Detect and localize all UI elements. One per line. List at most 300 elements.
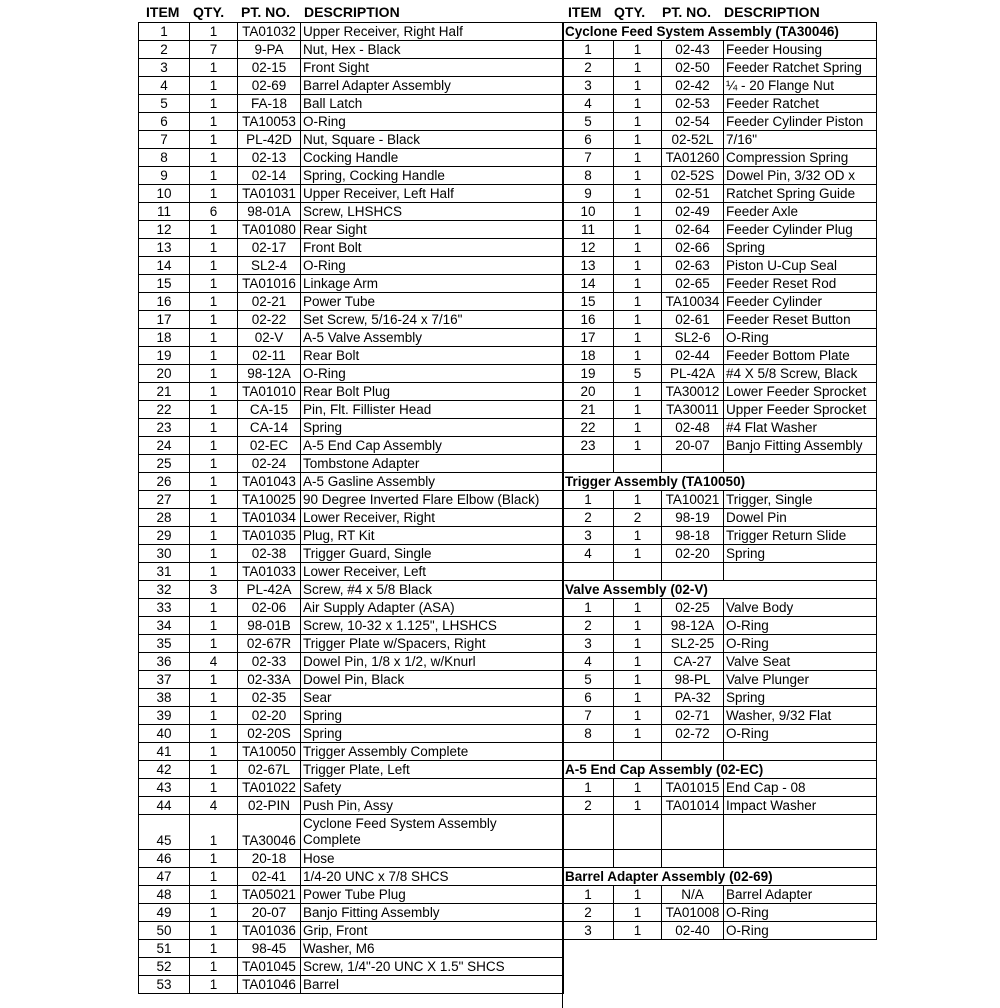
item-number: 23 — [139, 419, 190, 437]
item-number: 11 — [563, 221, 614, 239]
empty-cell — [724, 563, 877, 581]
section-title: A-5 End Cap Assembly (02-EC) — [563, 761, 877, 779]
quantity: 1 — [190, 886, 238, 904]
description: Set Screw, 5/16-24 x 7/16" — [301, 311, 564, 329]
quantity: 1 — [614, 59, 662, 77]
part-number: 02-43 — [662, 41, 724, 59]
description: O-Ring — [724, 635, 877, 653]
description: Power Tube Plug — [301, 886, 564, 904]
part-number: FA-18 — [238, 95, 301, 113]
part-number: 02-35 — [238, 689, 301, 707]
quantity: 1 — [614, 149, 662, 167]
item-number: 22 — [139, 401, 190, 419]
quantity: 1 — [190, 922, 238, 940]
quantity: 1 — [614, 635, 662, 653]
part-number: CA-14 — [238, 419, 301, 437]
quantity: 1 — [614, 671, 662, 689]
part-number: 02-PIN — [238, 797, 301, 815]
part-number: 20-18 — [238, 850, 301, 868]
description: Feeder Cylinder Piston — [724, 113, 877, 131]
table-row — [139, 41, 564, 59]
part-number: 02-42 — [662, 77, 724, 95]
empty-cell — [662, 850, 724, 868]
description: O-Ring — [301, 257, 564, 275]
description: Spring — [301, 725, 564, 743]
part-number: TA01031 — [238, 185, 301, 203]
part-number: 02-25 — [662, 599, 724, 617]
quantity: 1 — [614, 904, 662, 922]
description: Hose — [301, 850, 564, 868]
part-number: 98-19 — [662, 509, 724, 527]
part-number: 98-12A — [238, 365, 301, 383]
table-row — [139, 958, 564, 976]
item-number: 15 — [139, 275, 190, 293]
quantity: 1 — [190, 868, 238, 886]
item-number: 9 — [563, 185, 614, 203]
quantity: 1 — [614, 653, 662, 671]
item-number: 35 — [139, 635, 190, 653]
description: Upper Receiver, Right Half — [301, 23, 564, 41]
table-row — [139, 725, 564, 743]
section-title: Valve Assembly (02-V) — [563, 581, 877, 599]
item-number: 3 — [563, 527, 614, 545]
table-row — [563, 401, 877, 419]
table-row — [563, 239, 877, 257]
table-row — [139, 437, 564, 455]
part-number: 02-66 — [662, 239, 724, 257]
part-number: 02-54 — [662, 113, 724, 131]
empty-cell — [614, 850, 662, 868]
table-row — [139, 185, 564, 203]
item-number: 9 — [139, 167, 190, 185]
part-number: 02-21 — [238, 293, 301, 311]
table-row — [563, 383, 877, 401]
quantity: 1 — [190, 707, 238, 725]
item-number: 38 — [139, 689, 190, 707]
quantity: 1 — [190, 113, 238, 131]
table-row — [139, 131, 564, 149]
part-number: CA-15 — [238, 401, 301, 419]
description: Sear — [301, 689, 564, 707]
quantity: 1 — [614, 491, 662, 509]
table-row — [563, 437, 877, 455]
item-number: 45 — [139, 815, 190, 850]
item-number: 8 — [139, 149, 190, 167]
table-row — [139, 95, 564, 113]
description: Push Pin, Assy — [301, 797, 564, 815]
description: Nut, Square - Black — [301, 131, 564, 149]
description: Feeder Ratchet — [724, 95, 877, 113]
empty-cell — [614, 974, 662, 991]
quantity: 1 — [614, 797, 662, 815]
table-row — [139, 635, 564, 653]
description: O-Ring — [724, 725, 877, 743]
quantity: 1 — [190, 527, 238, 545]
quantity: 1 — [614, 167, 662, 185]
part-number: 02-11 — [238, 347, 301, 365]
quantity: 1 — [190, 347, 238, 365]
empty-row — [563, 815, 877, 850]
item-number: 30 — [139, 545, 190, 563]
quantity: 1 — [614, 347, 662, 365]
empty-row — [563, 957, 877, 974]
table-row — [139, 329, 564, 347]
table-row — [563, 203, 877, 221]
item-number: 29 — [139, 527, 190, 545]
part-number: 9-PA — [238, 41, 301, 59]
description: Feeder Bottom Plate — [724, 347, 877, 365]
quantity: 1 — [190, 743, 238, 761]
description: Trigger Return Slide — [724, 527, 877, 545]
part-number: SL2-25 — [662, 635, 724, 653]
item-number: 7 — [563, 149, 614, 167]
table-row — [139, 293, 564, 311]
description: Power Tube — [301, 293, 564, 311]
quantity: 1 — [190, 23, 238, 41]
quantity: 1 — [190, 850, 238, 868]
part-number: TA01035 — [238, 527, 301, 545]
description: Ratchet Spring Guide — [724, 185, 877, 203]
quantity: 4 — [190, 653, 238, 671]
item-number: 25 — [139, 455, 190, 473]
description: Front Sight — [301, 59, 564, 77]
empty-cell — [614, 815, 662, 850]
description: O-Ring — [724, 904, 877, 922]
description — [301, 815, 564, 850]
description: Valve Body — [724, 599, 877, 617]
item-number: 36 — [139, 653, 190, 671]
part-number: 02-20S — [238, 725, 301, 743]
description: O-Ring — [301, 365, 564, 383]
part-number: 02-53 — [662, 95, 724, 113]
description: Lower Receiver, Right — [301, 509, 564, 527]
part-number: 98-18 — [662, 527, 724, 545]
quantity: 1 — [614, 221, 662, 239]
table-row — [563, 293, 877, 311]
part-number: 02-72 — [662, 725, 724, 743]
empty-cell — [724, 957, 877, 974]
item-number: 7 — [139, 131, 190, 149]
description: Trigger, Single — [724, 491, 877, 509]
left-header-description: DESCRIPTION — [304, 4, 400, 20]
item-number: 33 — [139, 599, 190, 617]
quantity: 1 — [190, 149, 238, 167]
quantity: 1 — [614, 527, 662, 545]
description: Feeder Cylinder — [724, 293, 877, 311]
description: Grip, Front — [301, 922, 564, 940]
section-header-row — [563, 761, 877, 779]
table-row — [563, 257, 877, 275]
table-row — [563, 617, 877, 635]
part-number: 02-15 — [238, 59, 301, 77]
quantity: 1 — [190, 671, 238, 689]
item-number: 7 — [563, 707, 614, 725]
quantity: 1 — [614, 419, 662, 437]
table-row — [139, 545, 564, 563]
table-row — [139, 221, 564, 239]
description: Trigger Plate w/Spacers, Right — [301, 635, 564, 653]
empty-cell — [724, 974, 877, 991]
table-row — [563, 185, 877, 203]
item-number: 53 — [139, 976, 190, 994]
quantity: 1 — [190, 509, 238, 527]
quantity: 1 — [190, 491, 238, 509]
quantity: 1 — [614, 401, 662, 419]
section-title: Barrel Adapter Assembly (02-69) — [563, 868, 877, 886]
description: Rear Sight — [301, 221, 564, 239]
table-row — [139, 707, 564, 725]
item-number: 27 — [139, 491, 190, 509]
item-number: 3 — [563, 77, 614, 95]
quantity: 1 — [190, 401, 238, 419]
item-number: 2 — [563, 509, 614, 527]
empty-row — [563, 563, 877, 581]
table-row — [139, 868, 564, 886]
section-header-row — [563, 581, 877, 599]
item-number: 52 — [139, 958, 190, 976]
part-number: 98-12A — [662, 617, 724, 635]
description: Barrel Adapter — [724, 886, 877, 904]
empty-cell — [662, 455, 724, 473]
item-number: 4 — [563, 653, 614, 671]
table-row — [139, 743, 564, 761]
quantity: 5 — [614, 365, 662, 383]
part-number: 02-V — [238, 329, 301, 347]
quantity: 1 — [614, 689, 662, 707]
table-row — [563, 922, 877, 940]
section-title: Trigger Assembly (TA10050) — [563, 473, 877, 491]
quantity: 1 — [190, 545, 238, 563]
empty-cell — [662, 940, 724, 958]
empty-cell — [563, 940, 614, 958]
part-number: PL-42A — [662, 365, 724, 383]
description: Feeder Axle — [724, 203, 877, 221]
item-number: 1 — [563, 779, 614, 797]
section-header-row — [563, 868, 877, 886]
empty-cell — [563, 563, 614, 581]
empty-row — [563, 850, 877, 868]
quantity: 1 — [190, 329, 238, 347]
description-line: Cyclone Feed System Assembly — [303, 816, 497, 831]
part-number: 02-50 — [662, 59, 724, 77]
description: Front Bolt — [301, 239, 564, 257]
quantity: 1 — [190, 275, 238, 293]
item-number: 2 — [563, 59, 614, 77]
item-number: 3 — [563, 922, 614, 940]
quantity: 1 — [190, 167, 238, 185]
table-row — [563, 329, 877, 347]
table-row — [563, 365, 877, 383]
empty-row — [563, 455, 877, 473]
empty-cell — [563, 850, 614, 868]
description: 7/16" — [724, 131, 877, 149]
part-number: TA01034 — [238, 509, 301, 527]
quantity: 1 — [614, 239, 662, 257]
left-header-pt-no: PT. NO. — [241, 4, 291, 20]
part-number: 02-14 — [238, 167, 301, 185]
table-row — [563, 509, 877, 527]
part-number: 02-67R — [238, 635, 301, 653]
description: Screw, 1/4"-20 UNC X 1.5" SHCS — [301, 958, 564, 976]
part-number: 02-33 — [238, 653, 301, 671]
table-row — [139, 347, 564, 365]
table-row — [563, 599, 877, 617]
table-row — [139, 904, 564, 922]
table-row — [139, 383, 564, 401]
quantity: 1 — [614, 437, 662, 455]
description: Safety — [301, 779, 564, 797]
description: End Cap - 08 — [724, 779, 877, 797]
part-number: N/A — [662, 886, 724, 904]
part-number: PL-42A — [238, 581, 301, 599]
table-row — [563, 113, 877, 131]
part-number: TA01032 — [238, 23, 301, 41]
table-row — [563, 77, 877, 95]
quantity: 1 — [190, 239, 238, 257]
item-number: 15 — [563, 293, 614, 311]
empty-cell — [724, 815, 877, 850]
empty-cell — [662, 563, 724, 581]
quantity: 1 — [190, 257, 238, 275]
table-row — [563, 59, 877, 77]
empty-cell — [614, 940, 662, 958]
table-row — [139, 167, 564, 185]
table-row — [139, 581, 564, 599]
item-number: 24 — [139, 437, 190, 455]
item-number: 10 — [139, 185, 190, 203]
part-number: 02-48 — [662, 419, 724, 437]
item-number: 2 — [139, 41, 190, 59]
description: Valve Plunger — [724, 671, 877, 689]
part-number: 02-41 — [238, 868, 301, 886]
table-row — [139, 473, 564, 491]
quantity: 1 — [190, 437, 238, 455]
item-number: 23 — [563, 437, 614, 455]
description: Screw, 10-32 x 1.125", LHSHCS — [301, 617, 564, 635]
description: Upper Receiver, Left Half — [301, 185, 564, 203]
part-number: TA01008 — [662, 904, 724, 922]
part-number: PL-42D — [238, 131, 301, 149]
description: Lower Receiver, Left — [301, 563, 564, 581]
empty-cell — [614, 957, 662, 974]
table-row — [563, 131, 877, 149]
quantity: 1 — [614, 545, 662, 563]
quantity: 1 — [614, 311, 662, 329]
part-number: 02-71 — [662, 707, 724, 725]
description: Lower Feeder Sprocket — [724, 383, 877, 401]
table-row — [563, 41, 877, 59]
description: Spring — [724, 689, 877, 707]
table-row — [139, 815, 564, 850]
item-number: 6 — [139, 113, 190, 131]
part-number: 02-49 — [662, 203, 724, 221]
part-number: 02-17 — [238, 239, 301, 257]
quantity: 1 — [614, 599, 662, 617]
table-row — [139, 761, 564, 779]
description: ¼ - 20 Flange Nut — [724, 77, 877, 95]
quantity: 1 — [190, 689, 238, 707]
table-row — [563, 221, 877, 239]
part-number: TA01080 — [238, 221, 301, 239]
item-number: 17 — [139, 311, 190, 329]
quantity: 1 — [614, 617, 662, 635]
item-number: 20 — [563, 383, 614, 401]
table-row — [139, 563, 564, 581]
description: 90 Degree Inverted Flare Elbow (Black) — [301, 491, 564, 509]
part-number: TA01260 — [662, 149, 724, 167]
description: Trigger Guard, Single — [301, 545, 564, 563]
right-header-pt-no: PT. NO. — [662, 4, 712, 20]
item-number: 11 — [139, 203, 190, 221]
table-row — [139, 671, 564, 689]
part-number: SL2-4 — [238, 257, 301, 275]
item-number: 19 — [563, 365, 614, 383]
quantity: 1 — [190, 419, 238, 437]
item-number: 2 — [563, 797, 614, 815]
table-row — [139, 257, 564, 275]
description: #4 X 5/8 Screw, Black — [724, 365, 877, 383]
part-number: 02-33A — [238, 671, 301, 689]
part-number: 02-22 — [238, 311, 301, 329]
part-number: TA01015 — [662, 779, 724, 797]
description: Spring — [724, 239, 877, 257]
table-row — [139, 509, 564, 527]
parts-table-left — [138, 22, 564, 994]
quantity: 1 — [614, 257, 662, 275]
part-number: TA10034 — [662, 293, 724, 311]
item-number: 12 — [139, 221, 190, 239]
part-number: SL2-6 — [662, 329, 724, 347]
section-title: Cyclone Feed System Assembly (TA30046) — [563, 23, 877, 41]
table-row — [139, 275, 564, 293]
item-number: 42 — [139, 761, 190, 779]
item-number: 40 — [139, 725, 190, 743]
left-header-qty: QTY. — [193, 4, 225, 20]
table-row — [139, 203, 564, 221]
description: Piston U-Cup Seal — [724, 257, 877, 275]
section-header-row — [563, 473, 877, 491]
part-number: 20-07 — [238, 904, 301, 922]
description: Dowel Pin, Black — [301, 671, 564, 689]
table-row — [139, 940, 564, 958]
quantity: 1 — [190, 725, 238, 743]
quantity: 3 — [190, 581, 238, 599]
description: Nut, Hex - Black — [301, 41, 564, 59]
quantity: 1 — [190, 563, 238, 581]
table-row — [563, 653, 877, 671]
table-row — [139, 59, 564, 77]
part-number: TA01016 — [238, 275, 301, 293]
quantity: 1 — [614, 185, 662, 203]
empty-cell — [662, 815, 724, 850]
part-number: 02-69 — [238, 77, 301, 95]
quantity: 1 — [190, 455, 238, 473]
item-number: 28 — [139, 509, 190, 527]
part-number: 98-45 — [238, 940, 301, 958]
description: Feeder Reset Rod — [724, 275, 877, 293]
description: Washer, M6 — [301, 940, 564, 958]
table-row — [139, 976, 564, 994]
table-row — [139, 653, 564, 671]
left-header-item: ITEM — [146, 4, 180, 20]
description: Feeder Cylinder Plug — [724, 221, 877, 239]
item-number: 2 — [563, 904, 614, 922]
item-number: 51 — [139, 940, 190, 958]
table-row — [139, 23, 564, 41]
part-number: 98-PL — [662, 671, 724, 689]
right-header-qty: QTY. — [614, 4, 646, 20]
description: Dowel Pin — [724, 509, 877, 527]
